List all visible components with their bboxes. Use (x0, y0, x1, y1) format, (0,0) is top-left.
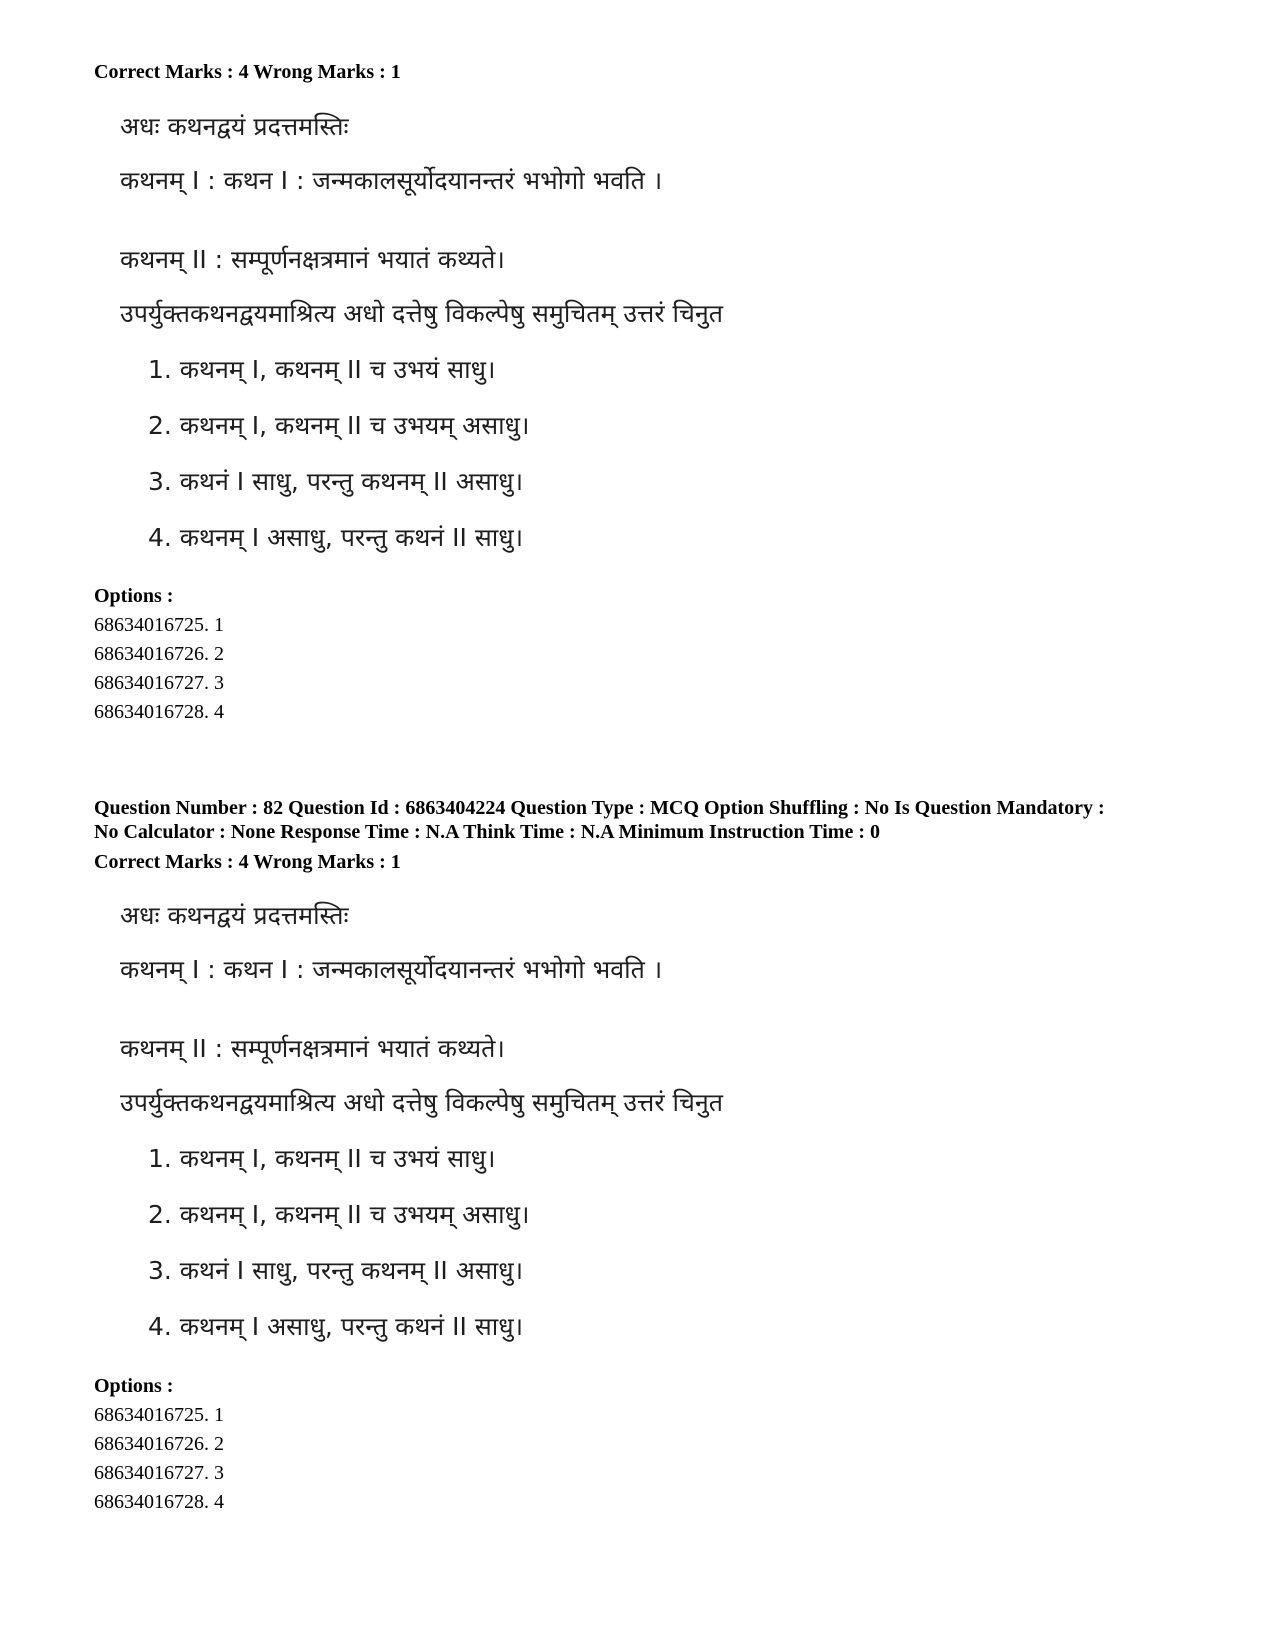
q82-header-line-2: No Calculator : None Response Time : N.A Think Time : N.A Minimum Instruction Time : 0 (94, 821, 880, 843)
q81-statement-1: कथनम् I : कथन I : जन्मकालसूर्योदयानन्तरं भभोगो भवति । (120, 166, 663, 195)
q81-option-2: 68634016726. 2 (94, 643, 224, 665)
q81-option-3: 68634016727. 3 (94, 672, 224, 694)
q81-option-1: 68634016725. 1 (94, 614, 224, 636)
q81-choice-3: 3. कथनं I साधु, परन्तु कथनम् II असाधु। (148, 467, 524, 496)
q81-statement-2: कथनम् II : सम्पूर्णनक्षत्रमानं भयातं कथ्यते। (120, 245, 505, 274)
q82-header-line-1: Question Number : 82 Question Id : 6863404224 Question Type : MCQ Option Shuffling : No Is Question Mandatory : (94, 797, 1105, 819)
q82-option-2: 68634016726. 2 (94, 1433, 224, 1455)
q82-choice-4: 4. कथनम् I असाधु, परन्तु कथनं II साधु। (148, 1312, 524, 1341)
q82-option-3: 68634016727. 3 (94, 1462, 224, 1484)
q82-options-title: Options : (94, 1375, 174, 1397)
q82-choice-1: 1. कथनम् I, कथनम् II च उभयं साधु। (148, 1144, 496, 1173)
q82-option-4: 68634016728. 4 (94, 1491, 224, 1513)
q82-intro: अधः कथनद्वयं प्रदत्तमस्तिः (120, 901, 349, 930)
q81-option-4: 68634016728. 4 (94, 701, 224, 723)
q82-statement-2: कथनम् II : सम्पूर्णनक्षत्रमानं भयातं कथ्यते। (120, 1034, 505, 1063)
q82-header (94, 796, 1194, 844)
q81-choice-4: 4. कथनम् I असाधु, परन्तु कथनं II साधु। (148, 523, 524, 552)
q81-options-title: Options : (94, 585, 174, 607)
q81-choice-1: 1. कथनम् I, कथनम् II च उभयं साधु। (148, 355, 496, 384)
q81-marks: Correct Marks : 4 Wrong Marks : 1 (94, 61, 401, 83)
q81-instruction: उपर्युक्तकथनद्वयमाश्रित्य अधो दत्तेषु विकल्पेषु समुचितम् उत्तरं चिनुत (120, 299, 723, 328)
q82-option-1: 68634016725. 1 (94, 1404, 224, 1426)
q82-choice-3: 3. कथनं I साधु, परन्तु कथनम् II असाधु। (148, 1256, 524, 1285)
q81-choice-2: 2. कथनम् I, कथनम् II च उभयम् असाधु। (148, 411, 530, 440)
q82-instruction: उपर्युक्तकथनद्वयमाश्रित्य अधो दत्तेषु विकल्पेषु समुचितम् उत्तरं चिनुत (120, 1088, 723, 1117)
q82-statement-1: कथनम् I : कथन I : जन्मकालसूर्योदयानन्तरं भभोगो भवति । (120, 955, 663, 984)
q82-marks: Correct Marks : 4 Wrong Marks : 1 (94, 851, 401, 873)
q82-choice-2: 2. कथनम् I, कथनम् II च उभयम् असाधु। (148, 1200, 530, 1229)
q81-intro: अधः कथनद्वयं प्रदत्तमस्तिः (120, 112, 349, 141)
